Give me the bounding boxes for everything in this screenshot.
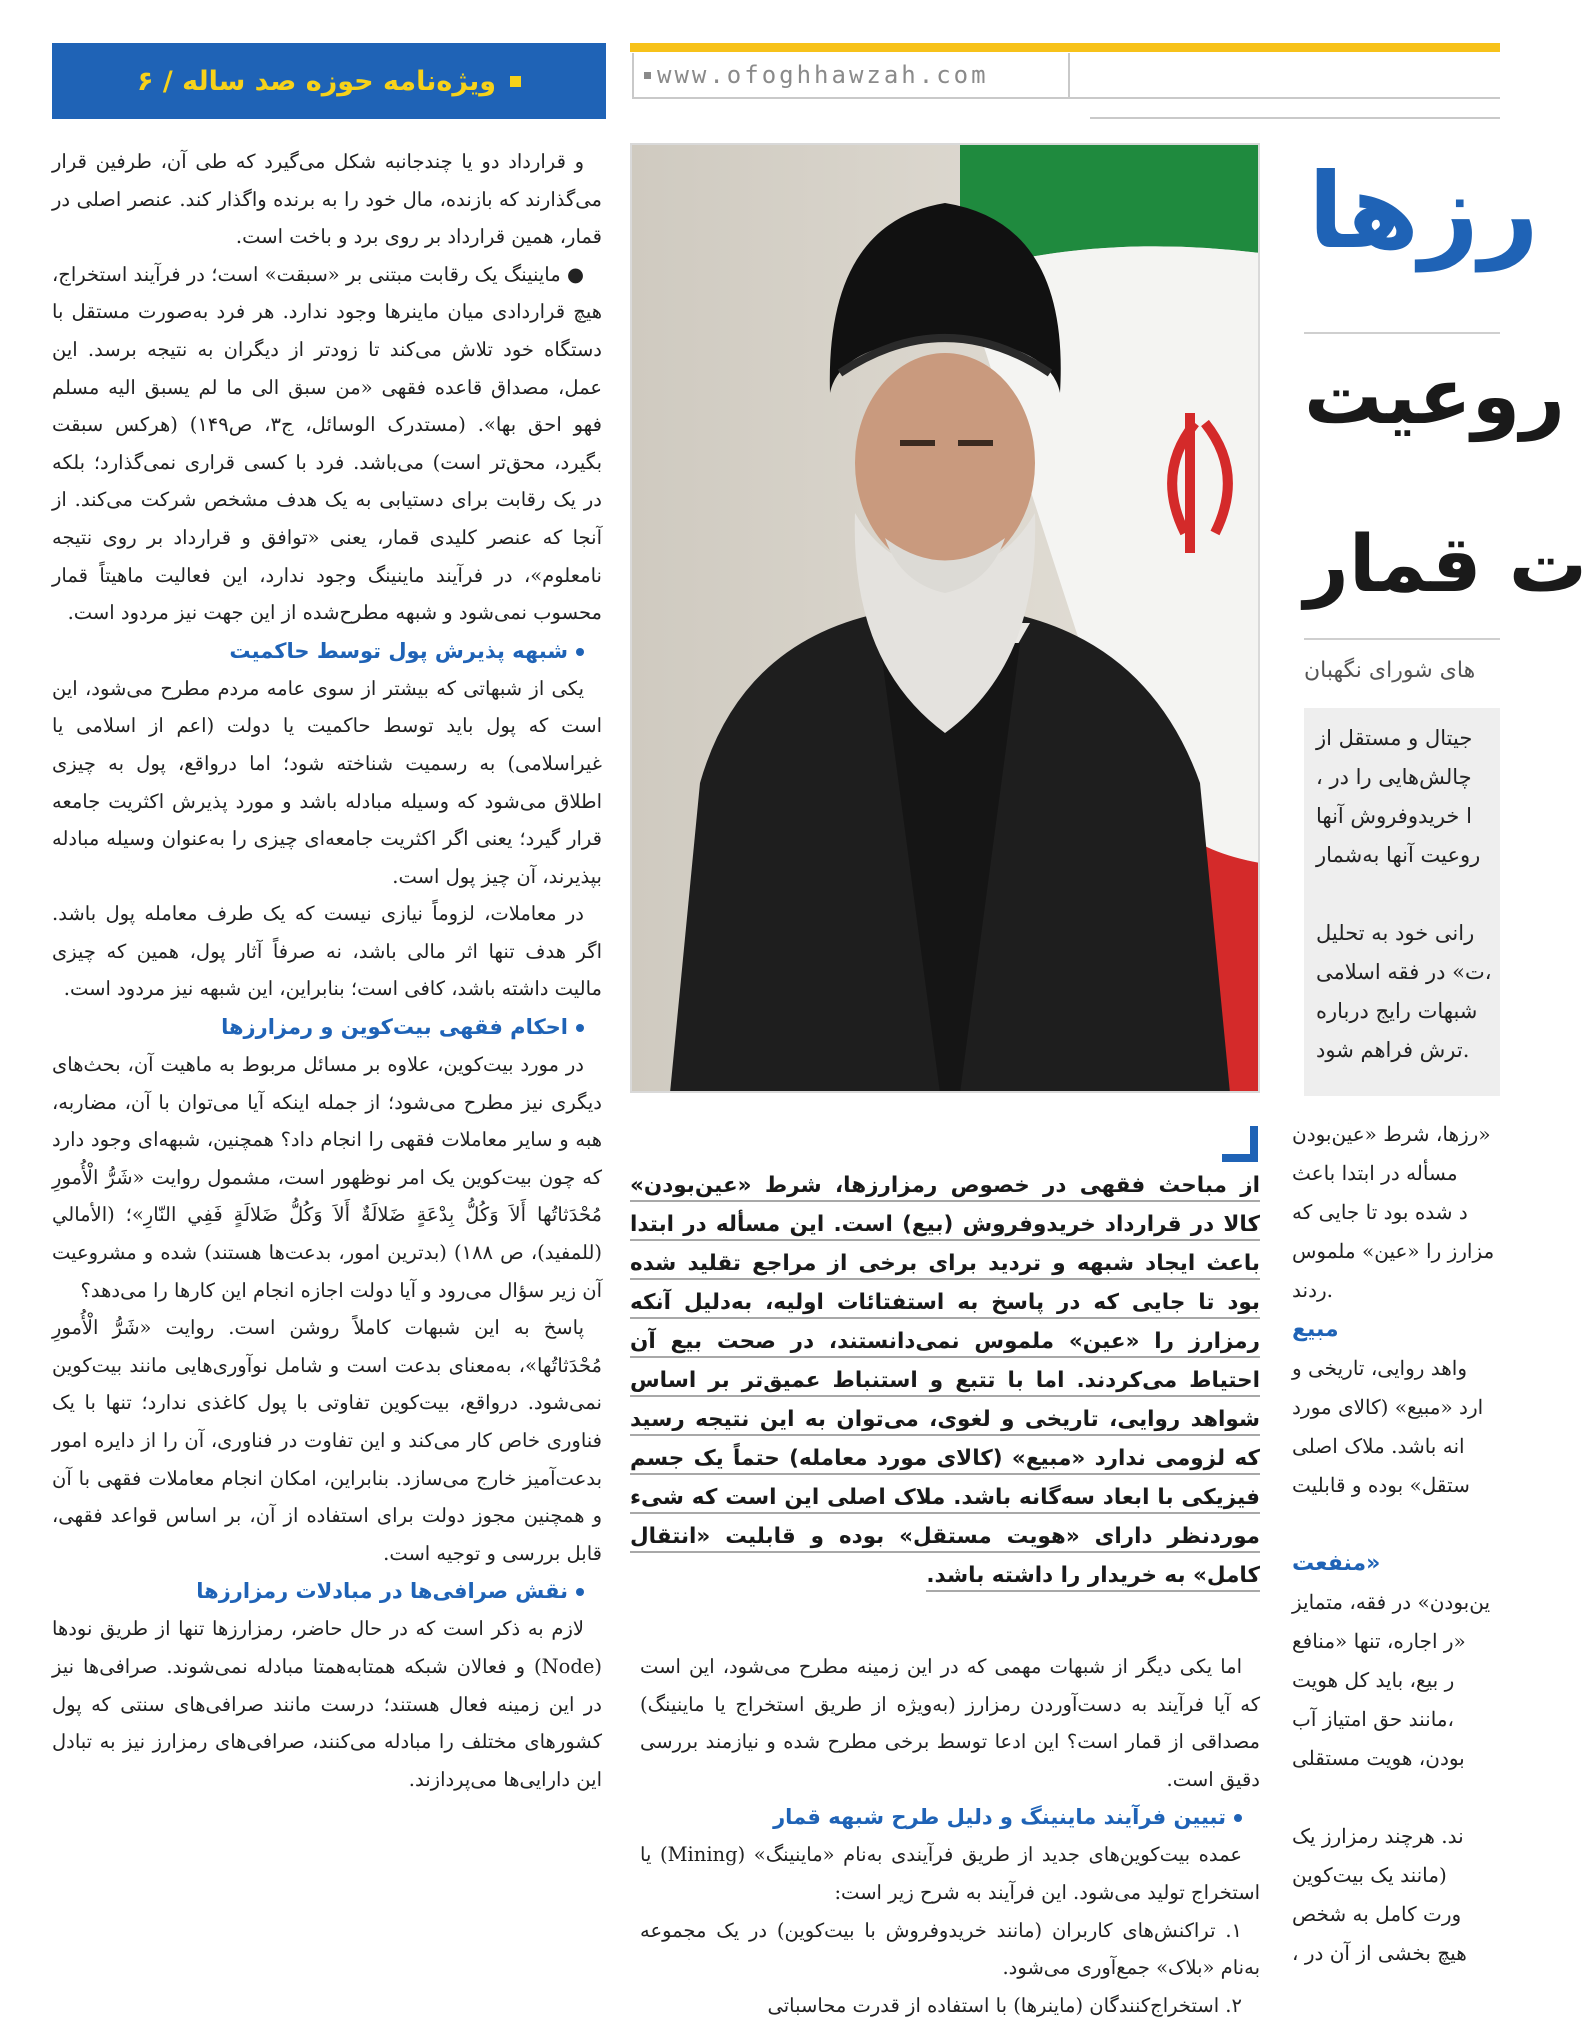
text-line: د شده بود تا جایی که bbox=[1292, 1200, 1468, 1224]
text-line: ورت کامل به شخص bbox=[1292, 1902, 1462, 1926]
subheading: مبیع bbox=[1292, 1317, 1339, 1342]
text-line: ت» در فقه اسلامی، bbox=[1316, 960, 1492, 984]
bullet-icon bbox=[1234, 1814, 1242, 1822]
text-line: انه باشد. ملاک اصلی bbox=[1292, 1434, 1465, 1458]
header-rule bbox=[1090, 117, 1500, 119]
section-title-band bbox=[52, 43, 606, 119]
text-line: رانی خود به تحلیل bbox=[1316, 921, 1475, 945]
text-line: ر اجاره، تنها «منافع» bbox=[1292, 1629, 1466, 1653]
bullet-icon bbox=[576, 1588, 584, 1596]
subheading bbox=[640, 1798, 1260, 1836]
square-bullet-icon bbox=[510, 76, 521, 87]
lead-box bbox=[1304, 708, 1500, 1096]
subheading-text: احکام فقهی بیت‌کوین و رمزارزها bbox=[221, 1015, 568, 1040]
text-line: بودن، هویت مستقلی bbox=[1292, 1746, 1465, 1770]
headline-part-3: ت قمار bbox=[1304, 520, 1587, 610]
right-article-column bbox=[1292, 1118, 1500, 2026]
paragraph: اما یکی دیگر از شبهات مهمی که در این زمینه مطرح می‌شود، این است که آیا فرآیند به دست‌آوردن رمزارز (به‌ویژه از طریق استخراج یا ماینینگ) مصداقی از قمار است؟ این ادعا توسط برخی مطرح شده و نیازمند بررسی دقیق است. bbox=[640, 1655, 1260, 1791]
subheading bbox=[52, 632, 602, 670]
section-title: ویژه‌نامه حوزه صد ساله / ۶ bbox=[136, 65, 497, 97]
subheading-text: نقش صرافی‌ها در مبادلات رمزارزها bbox=[196, 1579, 568, 1604]
text-line: مانند حق امتیاز آب، bbox=[1292, 1707, 1454, 1731]
text-line: ، هیچ بخشی از آن در bbox=[1292, 1941, 1467, 1965]
site-url-box[interactable] bbox=[632, 53, 1070, 99]
paragraph: عمده بیت‌کوین‌های جدید از طریق فرآیندی به‌نام «ماینینگ» (Mining) یا استخراج تولید می‌شود. این فرآیند به شرح زیر است: bbox=[640, 1843, 1260, 1904]
text-line: روعیت آنها به‌شمار bbox=[1316, 843, 1481, 867]
headline-rule bbox=[1304, 332, 1500, 334]
text-line: شبهات رایج درباره bbox=[1316, 999, 1478, 1023]
text-line: مزارز را «عین» ملموس bbox=[1292, 1239, 1495, 1263]
quote-corner-icon bbox=[1222, 1126, 1258, 1162]
text-line: واهد روایی، تاریخی و bbox=[1292, 1356, 1468, 1380]
text-line: جیتال و مستقل از bbox=[1316, 726, 1473, 750]
text-line: ین‌بودن» در فقه، متمایز bbox=[1292, 1590, 1491, 1614]
headline-part-2: روعیت bbox=[1304, 352, 1566, 442]
paragraph: و قرارداد دو یا چندجانبه شکل می‌گیرد که طی آن، طرفین قرار می‌گذارند که بازنده، مال خود را به برنده واگذار کند. عنصر اصلی در قمار، همین قرارداد بر روی برد و باخت است. bbox=[52, 150, 602, 249]
pull-quote-text: از مباحث فقهی در خصوص رمزارزها، شرط «عین‌بودن» کالا در قرارداد خریدوفروش (بیع) است. این مسأله در ابتدا باعث ایجاد شبهه و تردید برای برخی از مراجع تقلید شده بود تا جایی که در پاسخ به استفتائات اولیه، به‌دلیل آنکه رمزارز را «عین» ملموس نمی‌دانستند، در صحت بیع آن احتیاط می‌کردند. اما با تتبع و استنباط عمیق‌تر بر اساس شواهد روایی، تاریخی و لغوی، می‌توان به این نتیجه رسید که لزومی ندارد «مبیع» (کالای مورد معامله) حتماً یک جسم فیزیکی با ابعاد سه‌گانه باشد. ملاک اصلی این است که شیء موردنظر دارای «هویت مستقل» بوده و قابلیت «انتقال کامل» به خریدار را داشته باشد. bbox=[630, 1173, 1260, 1592]
text-line: ، چالش‌هایی را در bbox=[1316, 765, 1472, 789]
subheading bbox=[52, 1008, 602, 1046]
bullet-icon bbox=[576, 1024, 584, 1032]
paragraph: لازم به ذکر است که در حال حاضر، رمزارزها تنها از طریق نودها (Node) و فعالان شبکه همتابه‌همتا مبادله نمی‌شوند. صرافی‌ها نیز در این زمینه فعال هستند؛ درست مانند صرافی‌های سنتی که پول کشورهای مختلف را مبادله می‌کنند، صرافی‌های رمزارز نیز به تبادل این دارایی‌ها می‌پردازند. bbox=[52, 1617, 602, 1791]
text-line: ر بیع، باید کل هویت bbox=[1292, 1668, 1455, 1692]
text-line: مسأله در ابتدا باعث bbox=[1292, 1161, 1458, 1185]
header-rule bbox=[1070, 97, 1500, 99]
text-line: ستقل» بوده و قابلیت bbox=[1292, 1473, 1470, 1497]
paragraph: پاسخ به این شبهات کاملاً روشن است. روایت «شَرُّ الْأُمورِ مُحْدَثاتُها»، به‌معنای بدعت است و شامل نوآوری‌هایی مانند بیت‌کوین نمی‌شود. درواقع، بیت‌کوین تفاوتی با پول کاغذی ندارد؛ تنها با یک فناوری خاص کار می‌کند و این تفاوت در فناوری، آن را از دایره امور بدعت‌آمیز خارج می‌سازد. بنابراین، امکان انجام معاملات فقهی با آن و همچنین مجوز دولت برای استفاده از آن، بر اساس قواعد فقهی، قابل بررسی و توجیه است. bbox=[52, 1316, 602, 1565]
middle-article-column bbox=[640, 1648, 1260, 2026]
text-line: مانند یک بیت‌کوین) bbox=[1292, 1863, 1447, 1887]
pull-quote bbox=[630, 1166, 1260, 1595]
headline-rule bbox=[1304, 638, 1500, 640]
text-line: ارد «مبیع» (کالای مورد bbox=[1292, 1395, 1484, 1419]
paragraph: در مورد بیت‌کوین، علاوه بر مسائل مربوط به ماهیت آن، بحث‌های دیگری نیز مطرح می‌شود؛ از جمله اینکه آیا می‌توان با آن، مضاربه، هبه و سایر معاملات فقهی را انجام داد؟ همچنین، شبهه‌ای وجود دارد که چون بیت‌کوین یک امر نوظهور است، مشمول روایت «شَرُّ الْأُمورِ مُحْدَثاتُها أَلاَ وَكُلُّ بِدْعَةٍ ضَلالَةٌ أَلاَ وَكُلُّ ضَلالَةٍ فَفِي النّارِ»؛ (الأمالي (للمفيد)، ص ۱۸۸) (بدترین امور، بدعت‌ها هستند) شده و مشروعیت آن زیر سؤال می‌رود و آیا دولت اجازه انجام این کارها را می‌دهد؟ bbox=[52, 1053, 602, 1302]
headline-subtitle: های شورای نگهبان bbox=[1304, 658, 1476, 683]
bullet-icon bbox=[576, 648, 584, 656]
square-bullet-icon bbox=[644, 72, 651, 79]
text-line: ا خریدوفروش آنها bbox=[1316, 804, 1472, 828]
subheading-text: شبهه پذیرش پول توسط حاکمیت bbox=[229, 638, 568, 663]
text-line: ردند. bbox=[1292, 1278, 1333, 1302]
text-line: ند. هرچند رمزارز یک bbox=[1292, 1824, 1464, 1848]
text-line: ترش فراهم شود. bbox=[1316, 1038, 1470, 1062]
subheading bbox=[52, 1572, 602, 1610]
paragraph: ۱. تراکنش‌های کاربران (مانند خریدوفروش با بیت‌کوین) در یک مجموعه به‌نام «بلاک» جمع‌آوری می‌شود. bbox=[640, 1918, 1260, 1980]
site-url[interactable]: www.ofoghhawzah.com bbox=[657, 61, 989, 89]
headline-part-1: رزها bbox=[1308, 150, 1539, 272]
left-article-column bbox=[52, 143, 602, 2026]
header-rule bbox=[630, 43, 1500, 52]
paragraph: در معاملات، لزوماً نیازی نیست که یک طرف معامله پول باشد. اگر هدف تنها اثر مالی باشد، نه صرفاً آثار پول، همین که چیزی مالیت داشته باشد، کافی است؛ بنابراین، این شبهه نیز مردود است. bbox=[52, 902, 602, 1001]
paragraph: ۲. استخراج‌کنندگان (ماینرها) با استفاده از قدرت محاسباتی bbox=[767, 1993, 1242, 2017]
subheading: منفعت» bbox=[1292, 1551, 1381, 1576]
text-line: رزها، شرط «عین‌بودن» bbox=[1292, 1122, 1491, 1146]
paragraph: ● ماینینگ یک رقابت مبتنی بر «سبقت» است؛ در فرآیند استخراج، هیچ قراردادی میان ماینرها وجود ندارد. هر فرد به‌صورت مستقل با دستگاه خود تلاش می‌کند تا زودتر از دیگران به نتیجه برسد. این عمل، مصداق قاعده فقهی «من سبق الی ما لم یسبق الیه مسلم فهو احق بها». (مستدرک الوسائل، ج۳، ص۱۴۹) (هرکس سبقت بگیرد، محق‌تر است) می‌باشد. فرد با کسی قراری نمی‌گذارد؛ بلکه در یک رقابت برای دستیابی به یک هدف مشخص شرکت می‌کند. از آنجا که عنصر کلیدی قمار، یعنی «توافق و قرارداد بر روی نتیجه نامعلوم»، در فرآیند ماینینگ وجود ندارد، این فعالیت ماهیتاً قمار محسوب نمی‌شود و شبهه مطرح‌شده از این جهت نیز مردود است. bbox=[52, 262, 602, 625]
photo-frame bbox=[630, 143, 1260, 1093]
paragraph: یکی از شبهاتی که بیشتر از سوی عامه مردم مطرح می‌شود، این است که پول باید توسط حاکمیت یا دولت (اعم از اسلامی یا غیراسلامی) به رسمیت شناخته شود؛ اما درواقع، پول به چیزی اطلاق می‌شود که وسیله مبادله باشد و مورد پذیرش اکثریت جامعه قرار گیرد؛ یعنی اگر اکثریت جامعه‌ای چیزی را به‌عنوان وسیله مبادله بپذیرند، آن چیز پول است. bbox=[52, 676, 602, 888]
subheading-text: تبیین فرآیند ماینینگ و دلیل طرح شبهه قمار bbox=[773, 1805, 1226, 1830]
